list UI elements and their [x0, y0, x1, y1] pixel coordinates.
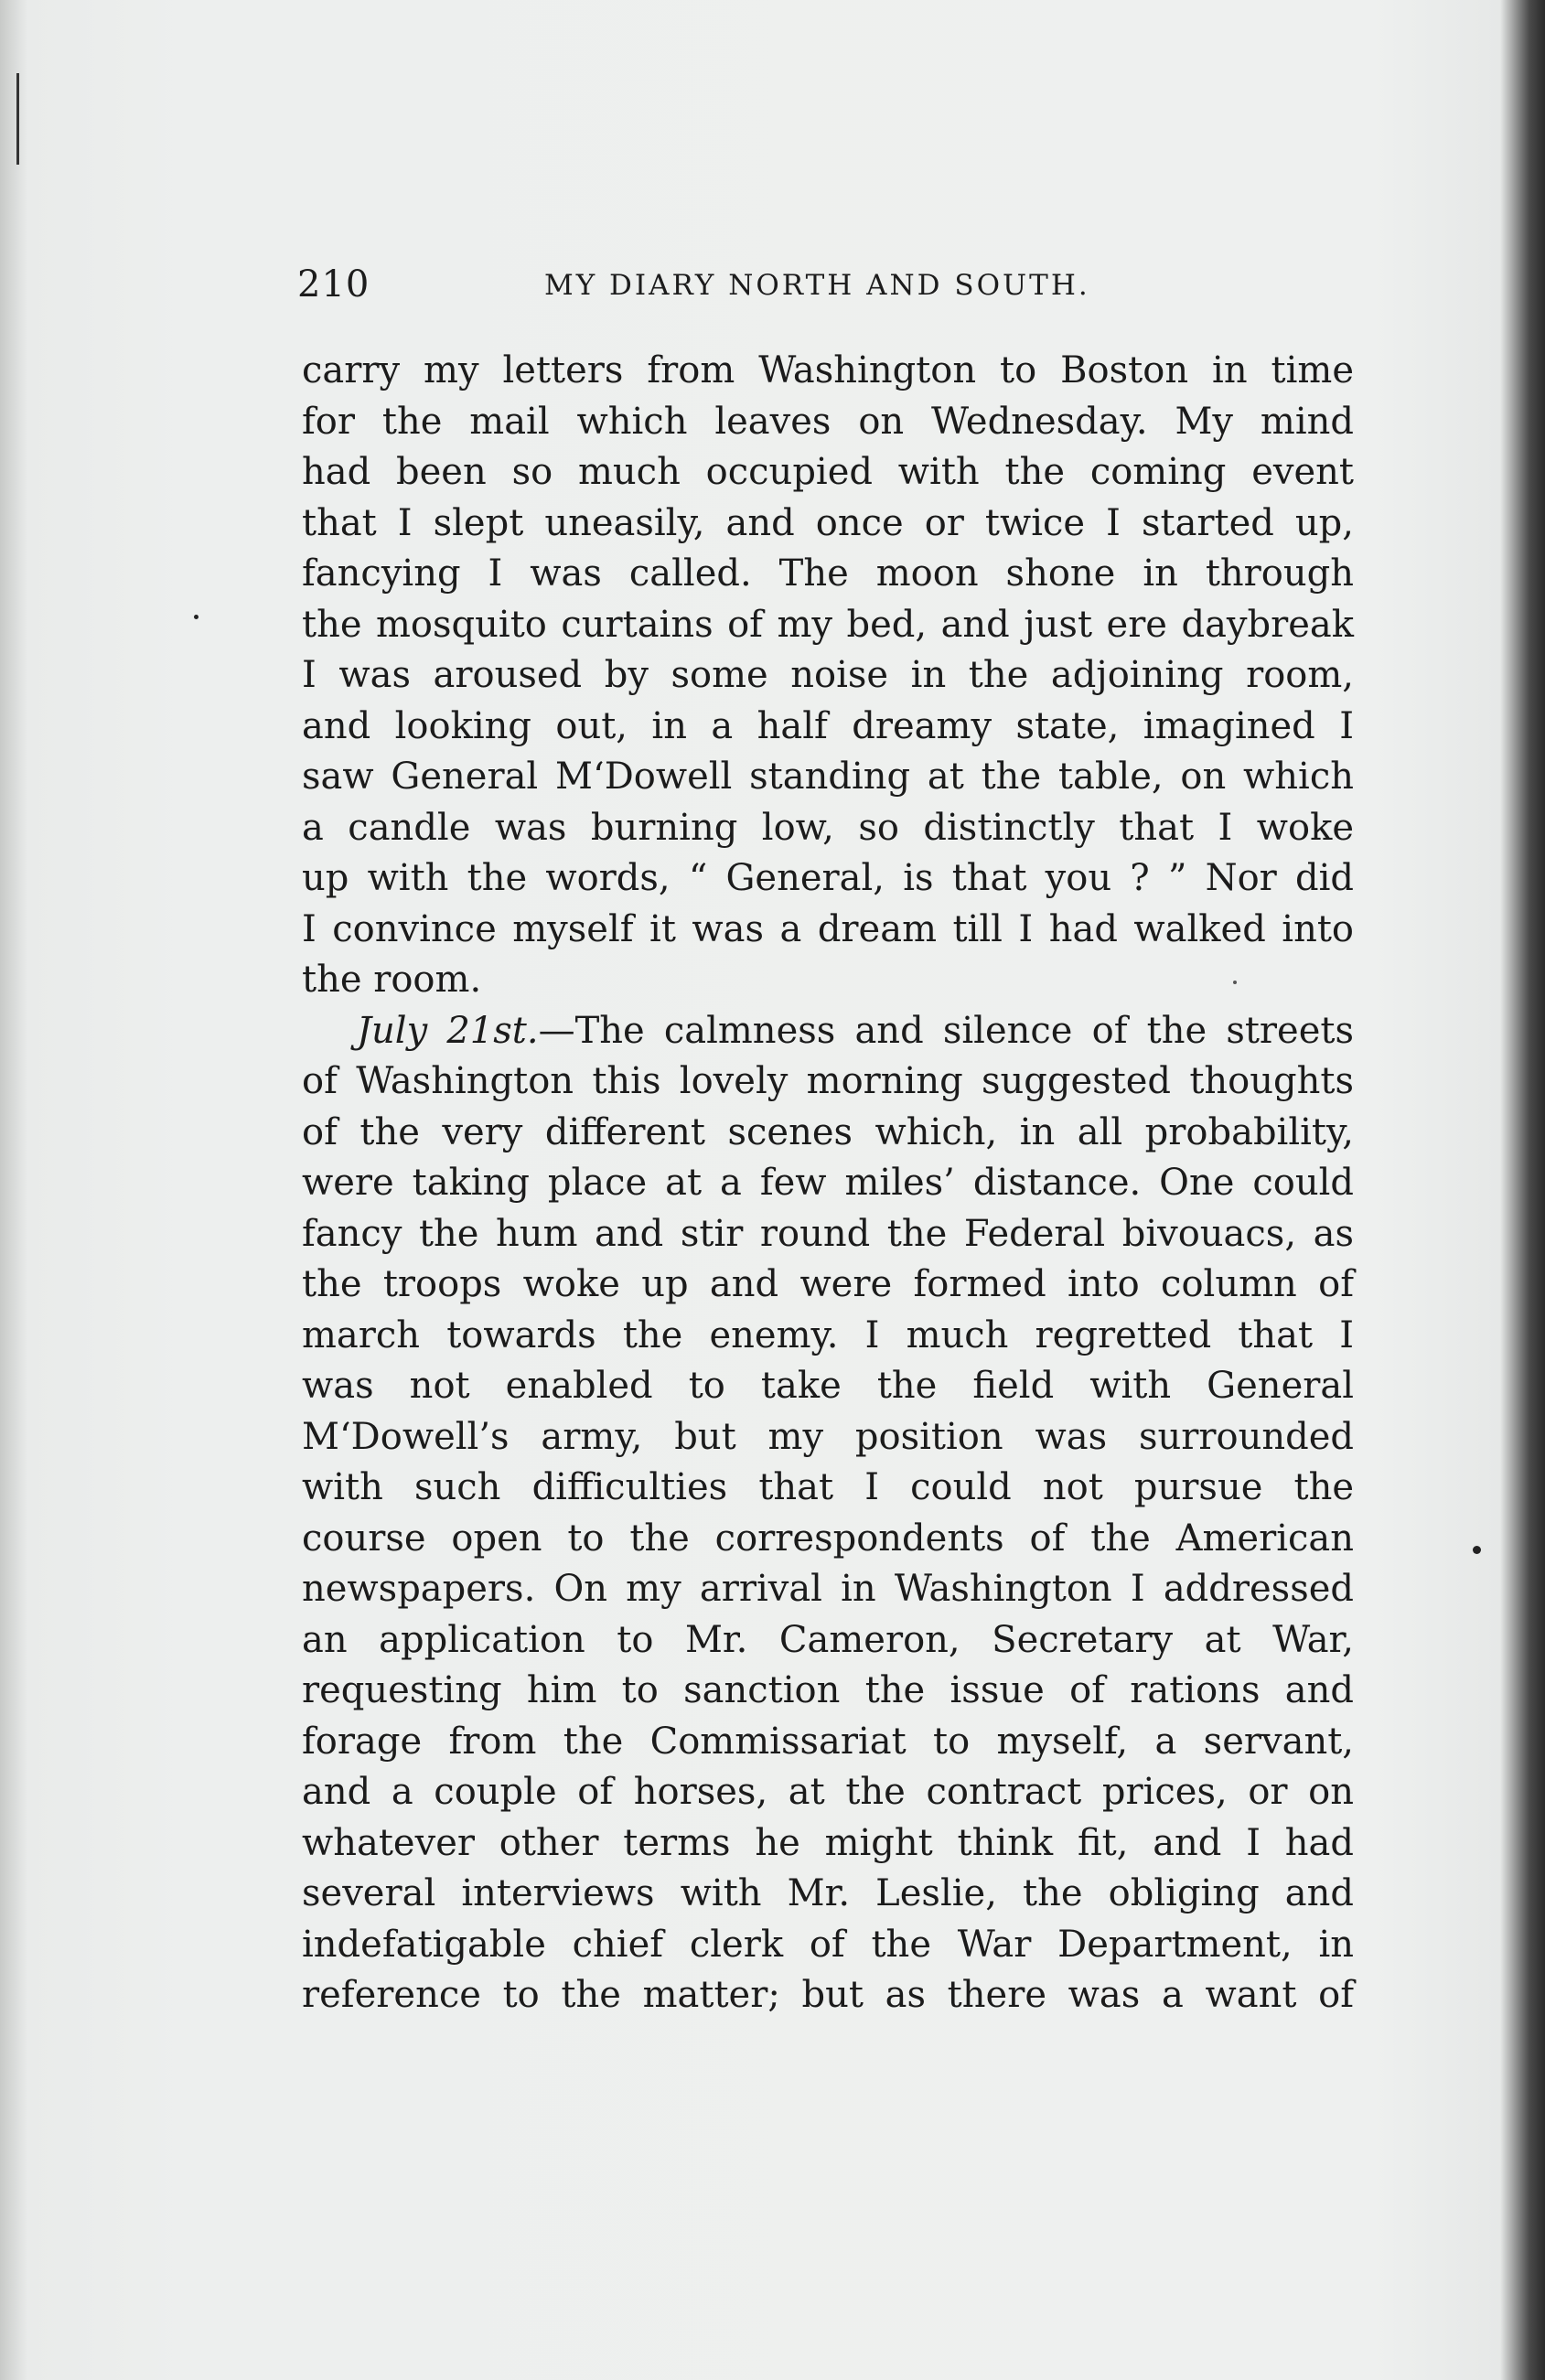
- text-line: requesting him to sanction the issue of rations and: [302, 1669, 1354, 1711]
- text-line: was not enabled to take the field with General: [302, 1365, 1354, 1407]
- text-line: of the very different scenes which, in all probability,: [302, 1110, 1354, 1153]
- text-line: and looking out, in a half dreamy state, imagined I: [302, 704, 1354, 747]
- text-line: for the mail which leaves on Wednesday. My mind: [302, 400, 1354, 443]
- text-line: a candle was burning low, so distinctly that I woke: [302, 806, 1354, 849]
- text-line: I convince myself it was a dream till I had walked into: [302, 907, 1354, 950]
- text-line: the mosquito curtains of my bed, and just ere daybreak: [302, 603, 1354, 646]
- text-line: forage from the Commissariat to myself, a servant,: [302, 1720, 1354, 1763]
- paragraph-2: [302, 1006, 1363, 2021]
- text-line: indefatigable chief clerk of the War Department, in: [302, 1923, 1354, 1966]
- text-line: course open to the correspondents of the American: [302, 1517, 1354, 1560]
- text-line: an application to Mr. Cameron, Secretary at War,: [302, 1618, 1354, 1661]
- text-line: fancy the hum and stir round the Federal bivouacs, as: [302, 1212, 1354, 1255]
- body-text: [302, 346, 1363, 2021]
- text-line: fancying I was called. The moon shone in through: [302, 552, 1354, 595]
- running-head: [297, 263, 1212, 318]
- paper-speck: [194, 615, 198, 619]
- text-line: march towards the enemy. I much regretted that I: [302, 1313, 1354, 1356]
- text-line: whatever other terms he might think fit, and I had: [302, 1821, 1354, 1864]
- text-line: the troops woke up and were formed into column of: [302, 1263, 1354, 1305]
- text-line: were taking place at a few miles’ distance. One could: [302, 1162, 1354, 1204]
- text-line: saw General M‘Dowell standing at the table, on which: [302, 756, 1354, 798]
- text-line: reference to the matter; but as there was a want of: [302, 1974, 1354, 2016]
- text-line: had been so much occupied with the coming event: [302, 451, 1354, 493]
- paper-speck: [1233, 981, 1237, 984]
- paragraph-2-first-line: [302, 1006, 1354, 1057]
- text-line: with such difficulties that I could not pursue the: [302, 1466, 1354, 1508]
- paragraph-2-first-line-text: —The calmness and silence of the streets: [538, 1009, 1354, 1052]
- running-title: MY DIARY NORTH AND SOUTH.: [544, 269, 1090, 302]
- text-line: M‘Dowell’s army, but my position was surrounded: [302, 1415, 1354, 1458]
- text-line: I was aroused by some noise in the adjoining room,: [302, 654, 1354, 696]
- text-line: newspapers. On my arrival in Washington I addressed: [302, 1568, 1354, 1610]
- diary-date: July 21st.: [357, 1009, 539, 1052]
- text-line: up with the words, “ General, is that you ? ” Nor did: [302, 857, 1354, 899]
- text-line: several interviews with Mr. Leslie, the obliging and: [302, 1872, 1354, 1914]
- binding-edge: [16, 73, 19, 165]
- text-line: of Washington this lovely morning suggested thoughts: [302, 1060, 1354, 1102]
- paragraph-1: [302, 346, 1363, 1006]
- paper-speck: [1473, 1546, 1481, 1554]
- text-line: that I slept uneasily, and once or twice I started up,: [302, 501, 1354, 544]
- text-line: the room.: [302, 959, 482, 1001]
- text-line: carry my letters from Washington to Boston in time: [302, 349, 1354, 391]
- text-line: and a couple of horses, at the contract prices, or on: [302, 1771, 1354, 1813]
- page-number: 210: [297, 263, 370, 306]
